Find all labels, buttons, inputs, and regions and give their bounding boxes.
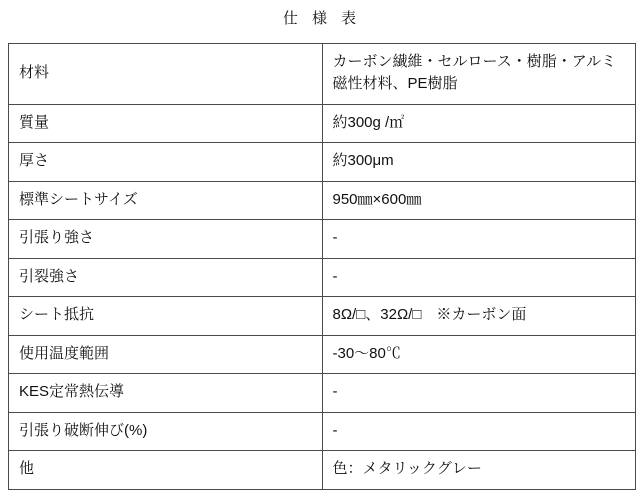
row-value-material <box>322 43 636 104</box>
row-value-other: 色：メタリックグレー <box>322 451 636 490</box>
row-label-mass: 質量 <box>9 104 323 143</box>
row-label-material: 材料 <box>9 43 323 104</box>
row-value-temperature-range: -30〜80℃ <box>322 335 636 374</box>
specification-table <box>8 6 636 490</box>
row-label-tear-strength: 引裂強さ <box>9 258 323 297</box>
row-label-elongation-at-break: 引張り破断伸び(%) <box>9 412 323 451</box>
table-row <box>9 181 636 220</box>
row-label-kes-thermal-conduction: KES定常熱伝導 <box>9 374 323 413</box>
row-label-temperature-range: 使用温度範囲 <box>9 335 323 374</box>
table-row <box>9 451 636 490</box>
table-title-row <box>9 6 636 43</box>
page-title: 仕 様 表 <box>282 10 362 27</box>
row-label-sheet-resistance: シート抵抗 <box>9 297 323 336</box>
table-row <box>9 43 636 104</box>
table-row <box>9 412 636 451</box>
row-value-kes-thermal-conduction: - <box>322 374 636 413</box>
table-row <box>9 258 636 297</box>
row-value-tensile-strength: - <box>322 220 636 259</box>
table-row <box>9 374 636 413</box>
table-row <box>9 297 636 336</box>
value-line: カーボン繊維・セルロース・樹脂・アルミ <box>332 52 617 70</box>
row-label-tensile-strength: 引張り強さ <box>9 220 323 259</box>
table-row <box>9 143 636 182</box>
row-value-sheet-resistance: 8Ω/□、32Ω/□ ※カーボン面 <box>322 297 636 336</box>
row-label-thickness: 厚さ <box>9 143 323 182</box>
row-value-sheet-size: 950㎜×600㎜ <box>322 181 636 220</box>
row-value-elongation-at-break: - <box>322 412 636 451</box>
row-value-tear-strength: - <box>322 258 636 297</box>
value-line: 磁性材料、PE樹脂 <box>332 75 458 92</box>
table-row <box>9 220 636 259</box>
row-value-mass: 約300g /㎡ <box>322 104 636 143</box>
row-value-thickness: 約300μm <box>322 143 636 182</box>
row-label-sheet-size: 標準シートサイズ <box>9 181 323 220</box>
table-row <box>9 335 636 374</box>
row-label-other: 他 <box>9 451 323 490</box>
table-row <box>9 104 636 143</box>
